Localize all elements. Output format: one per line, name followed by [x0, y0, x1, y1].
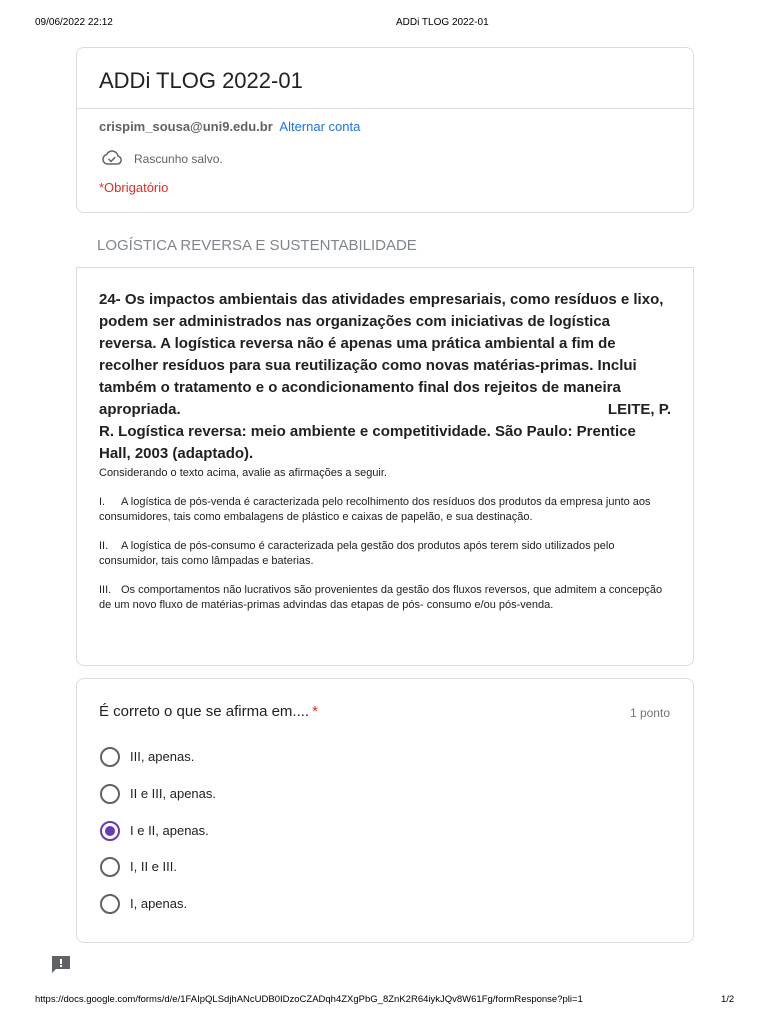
required-asterisk: * [312, 703, 318, 720]
description-last-word: apropriada. [99, 401, 181, 418]
radio-option[interactable] [100, 821, 500, 858]
section-title: LOGÍSTICA REVERSA E SUSTENTABILIDADE [97, 237, 417, 254]
statement-number: II. [99, 540, 109, 552]
form-header-card [76, 47, 694, 213]
radio-option-label: I, apenas. [130, 896, 188, 912]
required-note: *Obrigatório [99, 180, 169, 195]
radio-option-label: II e III, apenas. [130, 785, 216, 801]
statement-text: Os comportamentos não lucrativos são provenientes da gestão dos fluxos reversos, que admitem a concepção de um novo fluxo de matérias-primas advindas das etapas de pós- consumo e/ou pós-venda. [99, 584, 663, 611]
radio-button[interactable] [100, 784, 120, 804]
radio-button[interactable] [100, 821, 120, 841]
radio-option-label: III, apenas. [130, 749, 195, 764]
section-description [99, 289, 671, 613]
description-reference: R. Logística reversa: meio ambiente e competitividade. São Paulo: Prentice Hall, 2003 (adaptado). [99, 423, 636, 462]
statement-item [99, 495, 671, 525]
radio-option[interactable] [100, 784, 500, 821]
radio-option[interactable] [100, 894, 500, 931]
radio-option-label: I, II e III. [130, 859, 177, 875]
print-page-number: 1/2 [721, 994, 735, 1005]
statement-text: A logística de pós-venda é caracterizada pelo recolhimento dos resíduos dos produtos da empresa junto aos consumidores, tais como embalagens de plástico e caixas de papelão, e sua destinação. [99, 496, 651, 523]
statement-text: A logística de pós-consumo é caracterizada pela gestão dos produtos após terem sido utilizados pelo consumidor, tais como lâmpadas e baterias. [99, 540, 615, 567]
question-text: É correto o que se afirma em.... [99, 703, 310, 720]
account-row [99, 119, 360, 134]
statement-number: III. [99, 584, 112, 596]
question-points: 1 ponto [629, 706, 670, 720]
switch-account-link[interactable]: Alternar conta [279, 119, 361, 134]
print-title: ADDi TLOG 2022-01 [396, 17, 489, 28]
radio-button[interactable] [100, 894, 120, 914]
header-divider [77, 108, 693, 109]
description-reference-start: LEITE, P. [607, 401, 671, 418]
form-title: ADDi TLOG 2022-01 [99, 68, 303, 93]
radio-group [100, 747, 500, 931]
statement-item [99, 583, 671, 613]
statement-item [99, 539, 671, 569]
description-intro: Considerando o texto acima, avalie as afirmações a seguir. [99, 467, 387, 479]
question-title [99, 703, 318, 720]
print-datetime: 09/06/2022 22:12 [35, 17, 113, 28]
print-url: https://docs.google.com/forms/d/e/1FAIpQLSdjhANcUDB0IDzoCZADqh4ZXgPbG_8ZnK2R64iykJQv8W61Fg/formResponse?pli=1 [35, 994, 583, 1005]
cloud-check-icon [101, 150, 123, 166]
feedback-icon[interactable] [50, 954, 72, 974]
account-email: crispim_sousa@uni9.edu.br [99, 119, 273, 134]
radio-option[interactable] [100, 857, 500, 894]
description-main-paragraph: 24- Os impactos ambientais das atividades empresariais, como resíduos e lixo, podem ser administrados nas organizações com iniciativas de logística reversa. A logística reversa não é apenas uma prática ambiental a fim de recolher resíduos para sua reutilização como novas matérias-primas. Inclui também o tratamento e o acondicionamento final dos rejeitos de maneira [99, 291, 664, 396]
statement-number: I. [99, 496, 106, 508]
radio-option[interactable] [100, 747, 500, 784]
radio-button[interactable] [100, 747, 120, 767]
radio-option-label: I e II, apenas. [130, 822, 209, 838]
question-card [76, 678, 694, 943]
print-header [0, 17, 768, 31]
description-reference-line [99, 399, 671, 421]
description-main-text [99, 289, 671, 465]
section-description-card [76, 267, 694, 666]
radio-button[interactable] [100, 857, 120, 877]
draft-status-text: Rascunho salvo. [134, 152, 223, 166]
